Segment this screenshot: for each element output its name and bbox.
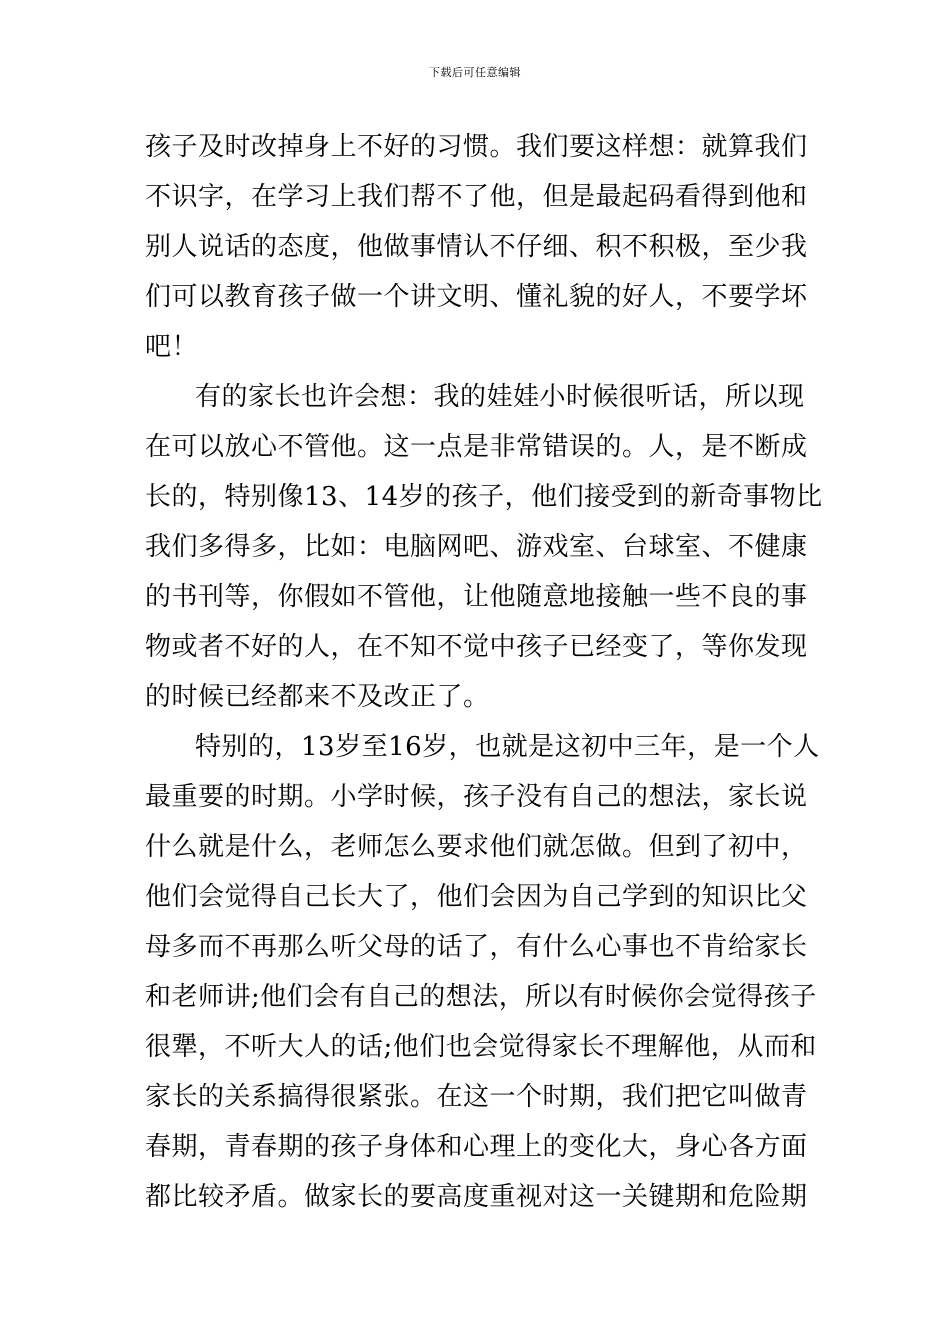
text-line: 春期，青春期的孩子身体和心理上的变化大，身心各方面 [145, 1132, 808, 1162]
text-line: 们可以教育孩子做一个讲文明、懂礼貌的好人，不要学坏 [145, 282, 808, 312]
text-line: 在可以放心不管他。这一点是非常错误的。人，是不断成 [145, 432, 808, 462]
document-body [145, 122, 823, 1222]
text-line: 长的，特别像13、14岁的孩子，他们接受到的新奇事物比 [145, 482, 823, 512]
text-line: 和老师讲;他们会有自己的想法，所以有时候你会觉得孩子 [145, 982, 817, 1012]
text-line: 的书刊等，你假如不管他，让他随意地接触一些不良的事 [145, 582, 808, 612]
text-line: 的时候已经都来不及改正了。 [145, 682, 490, 712]
text-line: 吧！ [145, 332, 199, 362]
text-line: 别人说话的态度，他做事情认不仔细、积不积极，至少我 [145, 232, 808, 262]
text-line: 最重要的时期。小学时候，孩子没有自己的想法，家长说 [145, 782, 808, 812]
text-line: 孩子及时改掉身上不好的习惯。我们要这样想：就算我们 [145, 132, 808, 162]
text-line: 都比较矛盾。做家长的要高度重视对这一关键期和危险期 [145, 1182, 808, 1212]
text-line: 我们多得多，比如：电脑网吧、游戏室、台球室、不健康 [145, 532, 808, 562]
text-line: 家长的关系搞得很紧张。在这一个时期，我们把它叫做青 [145, 1082, 808, 1112]
text-line: 什么就是什么，老师怎么要求他们就怎做。但到了初中， [145, 832, 808, 862]
paragraph-first-line: 特别的，13岁至16岁，也就是这初中三年，是一个人 [195, 732, 820, 762]
paragraph-first-line: 有的家长也许会想：我的娃娃小时候很听话，所以现 [195, 382, 805, 412]
text-line: 不识字，在学习上我们帮不了他，但是最起码看得到他和 [145, 182, 808, 212]
text-line: 他们会觉得自己长大了，他们会因为自己学到的知识比父 [145, 882, 808, 912]
text-line: 物或者不好的人，在不知不觉中孩子已经变了，等你发现 [145, 632, 808, 662]
page-header: 下载后可任意编辑 [429, 66, 521, 79]
text-line: 母多而不再那么听父母的话了，有什么心事也不肯给家长 [145, 932, 808, 962]
text-line: 很犟，不听大人的话;他们也会觉得家长不理解他，从而和 [145, 1032, 817, 1062]
